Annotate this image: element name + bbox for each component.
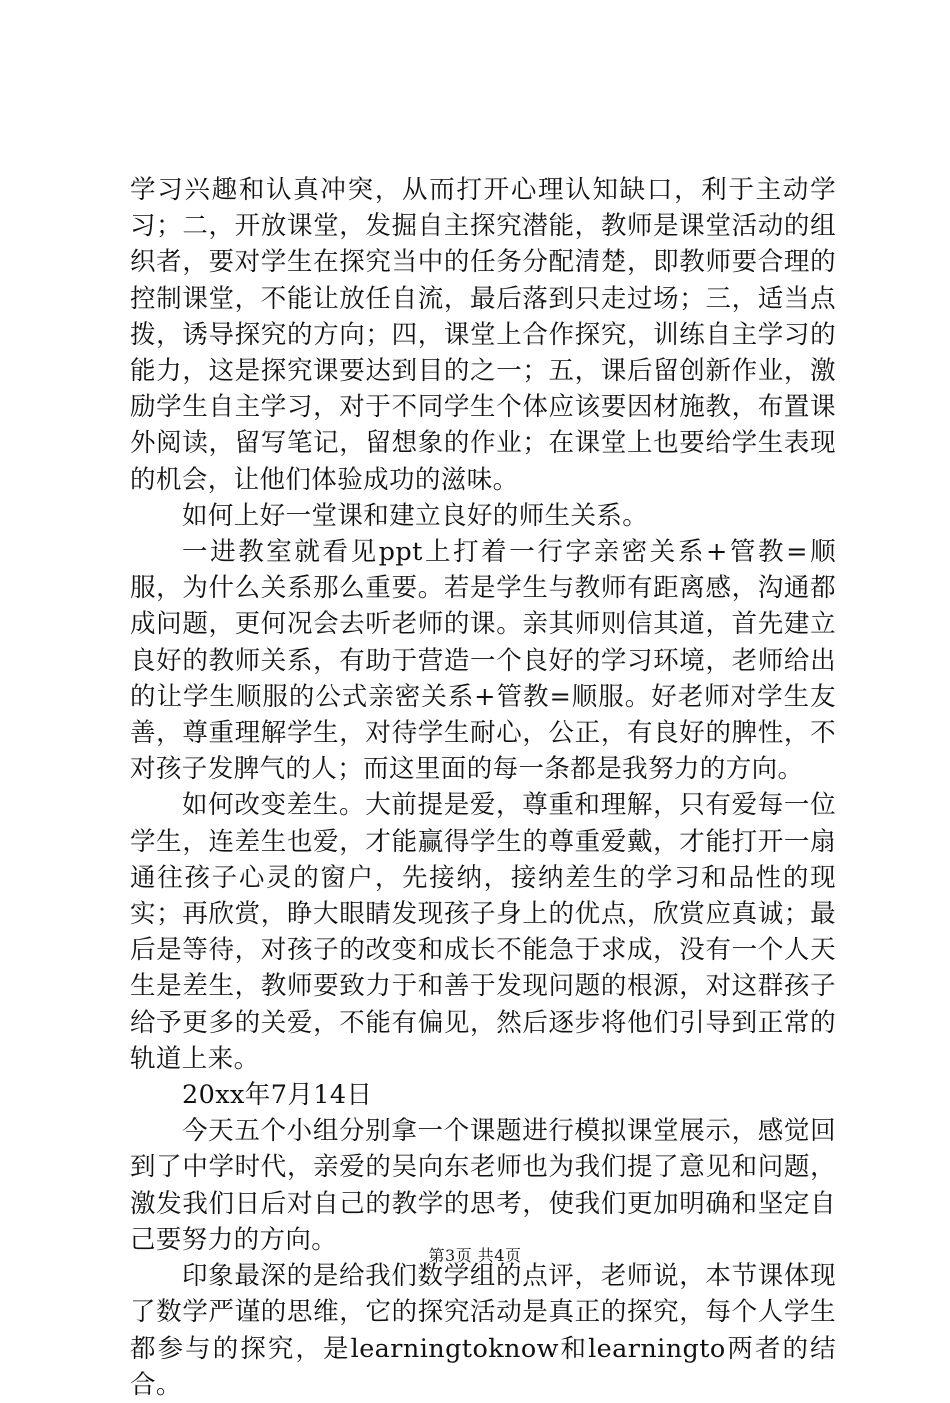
document-body (130, 172, 836, 1403)
paragraph-1: 学习兴趣和认真冲突，从而打开心理认知缺口，利于主动学习；二，开放课堂，发掘自主探究潜能，教师是课堂活动的组织者，要对学生在探究当中的任务分配清楚，即教师要合理的控制课堂，不能让放任自流，最后落到只走过场；三，适当点拨，诱导探究的方向；四，课堂上合作探究，训练自主学习的能力，这是探究课要达到目的之一；五，课后留创新作业，激励学生自主学习，对于不同学生个体应该要因材施教，布置课外阅读，留写笔记，留想象的作业；在课堂上也要给学生表现的机会，让他们体验成功的滋味。 (130, 175, 836, 495)
page-number-footer: 第3页 共4页 (428, 1246, 522, 1265)
paragraph-4: 如何改变差生。大前提是爱，尊重和理解，只有爱每一位学生，连差生也爱，才能赢得学生的尊重爱戴，才能打开一扇通往孩子心灵的窗户，先接纳，接纳差生的学习和品性的现实；再欣赏，睁大眼睛发现孩子身上的优点，欣赏应真诚；最后是等待，对孩子的改变和成长不能急于求成，没有一个人天生是差生，教师要致力于和善于发现问题的根源，对这群孩子给予更多的关爱，不能有偏见，然后逐步将他们引导到正常的轨道上来。 (130, 790, 836, 1074)
date-heading: 20xx年7月14日 (182, 1080, 373, 1111)
paragraph-7: 印象最深的是给我们数学组的点评，老师说，本节课体现了数学严谨的思维，它的探究活动是真正的探究，每个人学生都参与的探究，是learningtoknow和learningto两者的结合。 (130, 1261, 836, 1400)
paragraph-3: 一进教室就看见ppt上打着一行字亲密关系+管教=顺服，为什么关系那么重要。若是学生与教师有距离感，沟通都成问题，更何况会去听老师的课。亲其师则信其道，首先建立良好的教师关系，有助于营造一个良好的学习环境，老师给出的让学生顺服的公式亲密关系+管教=顺服。好老师对学生友善，尊重理解学生，对待学生耐心，公正，有良好的脾性，不对孩子发脾气的人；而这里面的每一条都是我努力的方向。 (130, 537, 836, 785)
paragraph-6: 今天五个小组分别拿一个课题进行模拟课堂展示，感觉回到了中学时代，亲爱的吴向东老师也为我们提了意见和问题，激发我们日后对自己的教学的思考，使我们更加明确和坚定自己要努力的方向。 (130, 1116, 836, 1255)
paragraph-2: 如何上好一堂课和建立良好的师生关系。 (182, 500, 649, 531)
